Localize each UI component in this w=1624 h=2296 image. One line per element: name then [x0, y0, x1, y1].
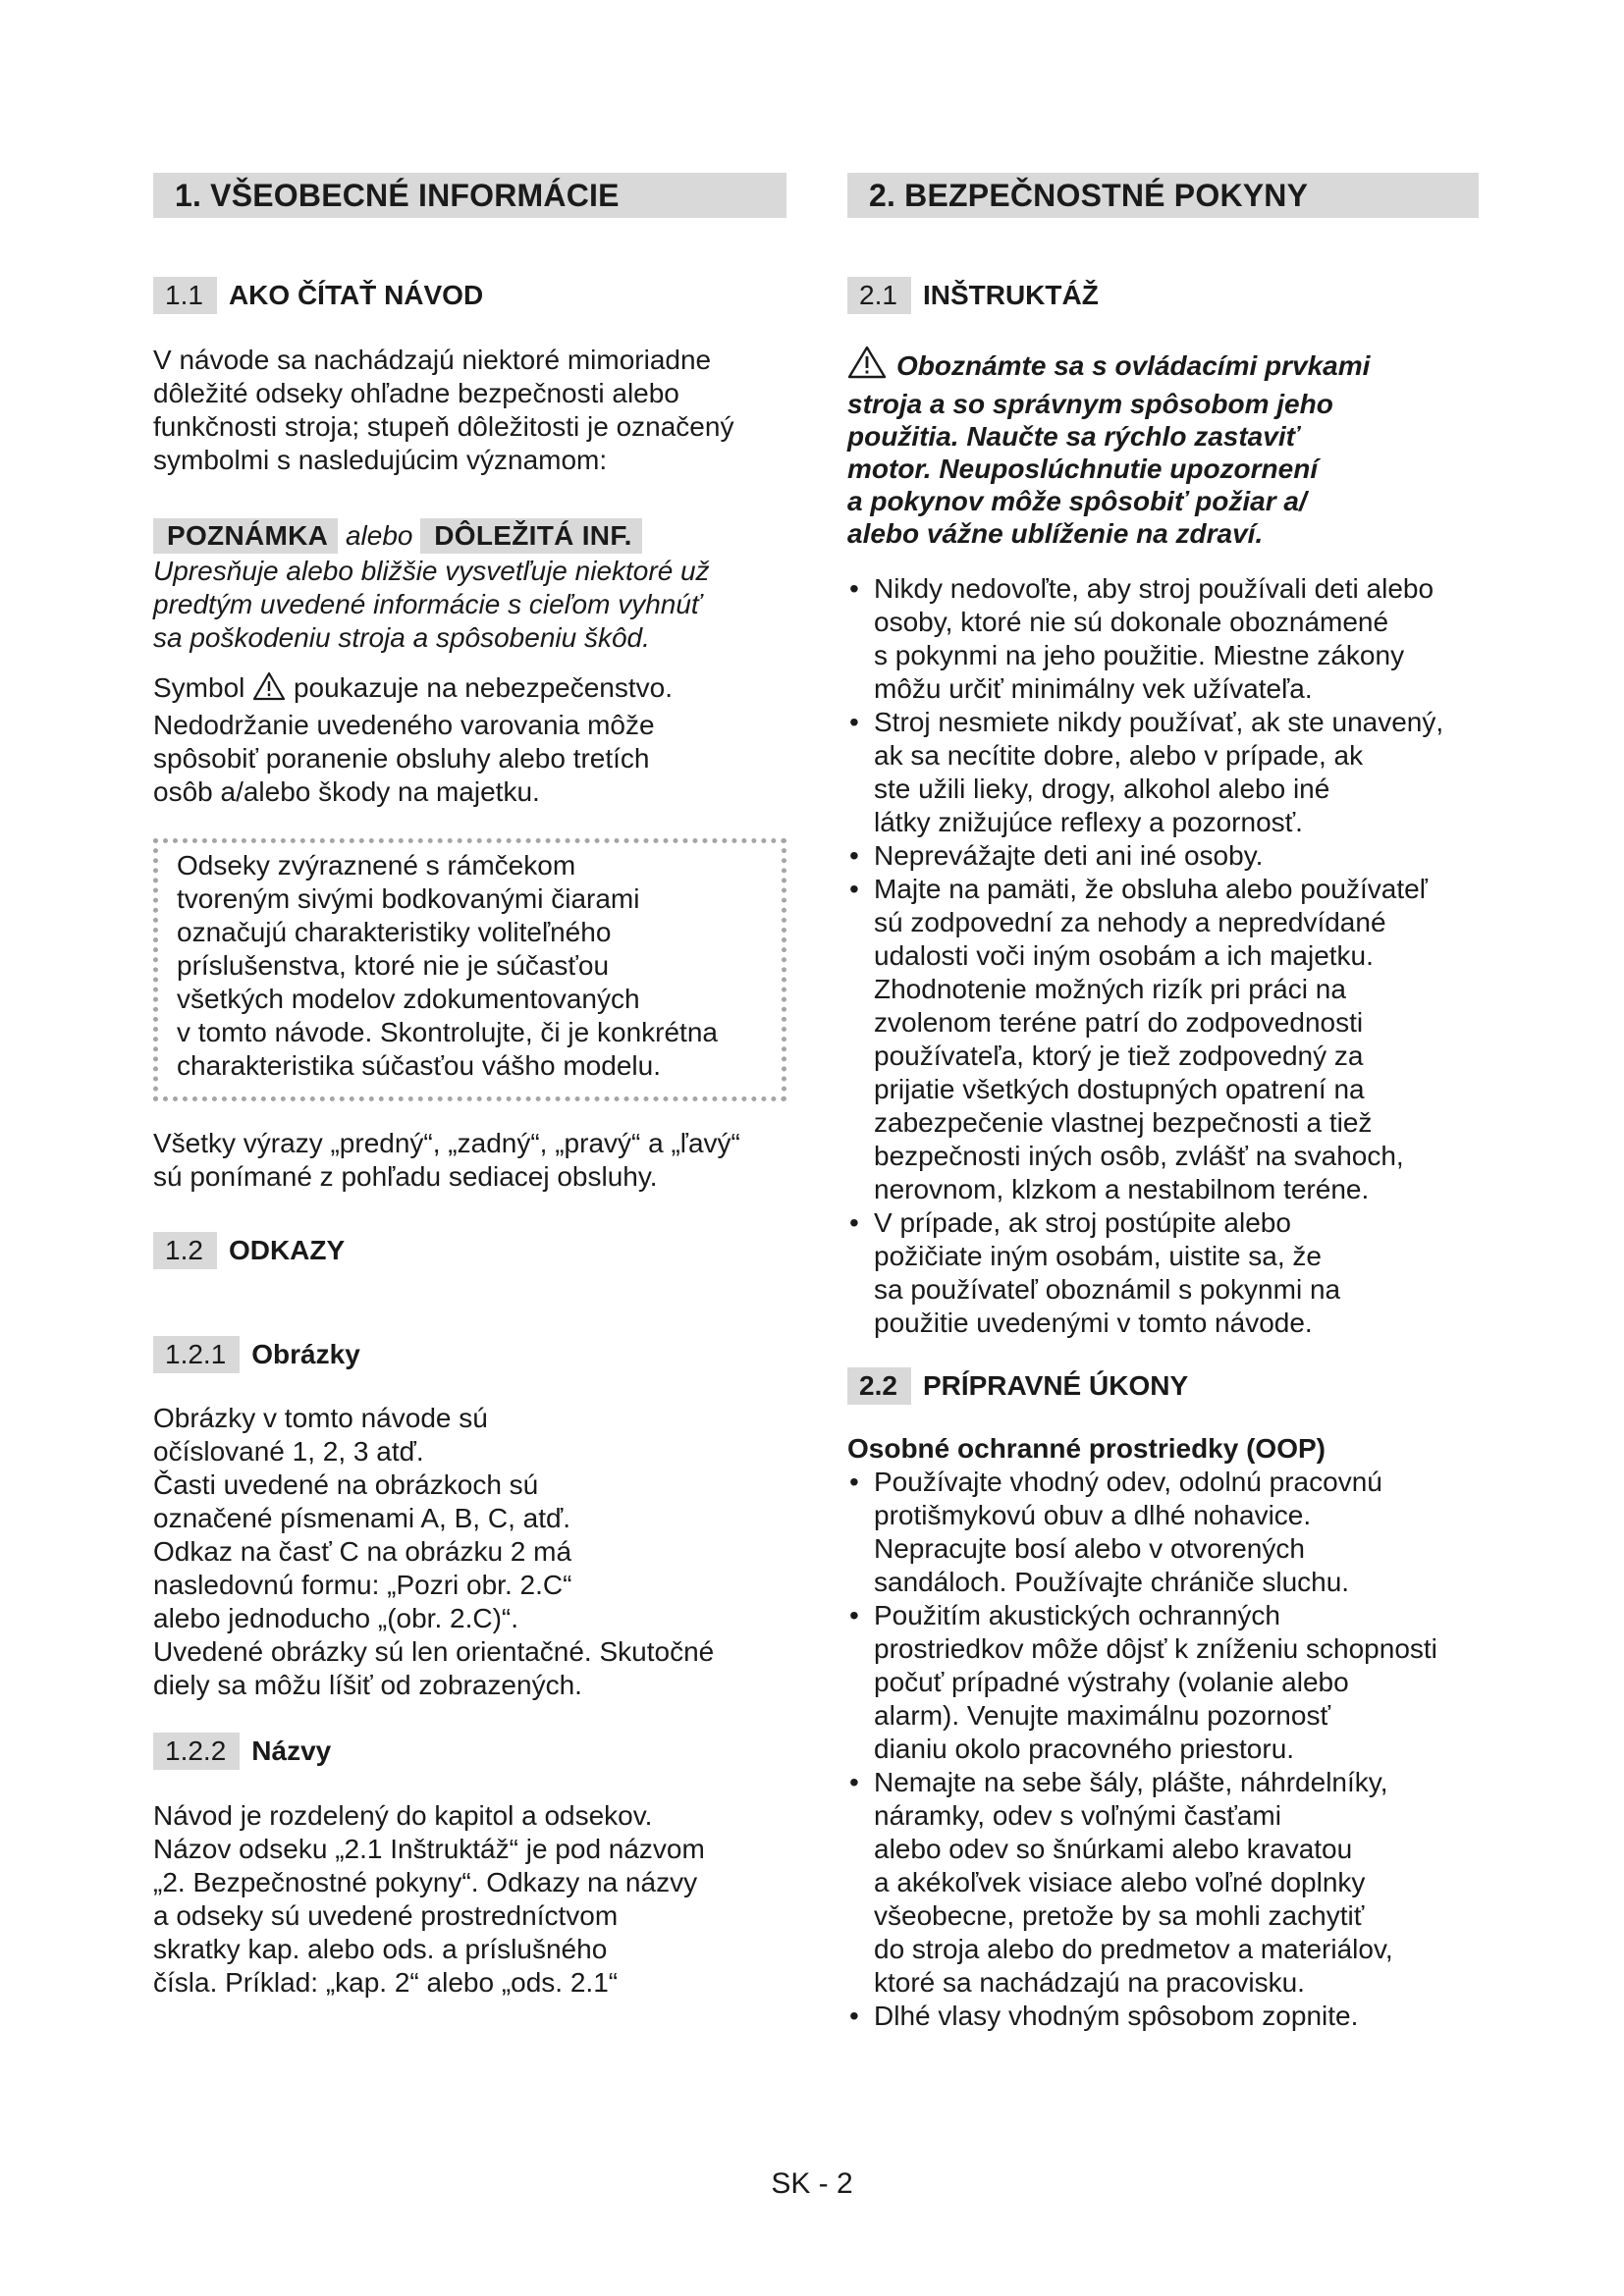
text-line: alebo jednoducho „(obr. 2.C)“.	[153, 1603, 518, 1633]
warning-triangle-icon	[847, 346, 887, 388]
text-line: označené písmenami A, B, C, atď.	[153, 1503, 570, 1533]
note-or: alebo	[345, 520, 413, 551]
text-line: sa poškodeniu stroja a spôsobeniu škôd.	[153, 622, 650, 653]
list-item	[847, 706, 1479, 839]
text-line: použitia. Naučte sa rýchlo zastaviť	[847, 421, 1300, 452]
section-1-2-2-heading	[153, 1734, 786, 1769]
names-paragraph	[153, 1799, 786, 2000]
text-line: • Majte na pamäti, že obsluha alebo používateľ	[874, 874, 1428, 904]
section-1-2-1-heading	[153, 1337, 786, 1372]
text-line: stroja a so správnym spôsobom jeho	[847, 389, 1333, 419]
note-tag: POZNÁMKA	[153, 518, 338, 554]
text-line: alarm). Venujte maximálnu pozornosť	[874, 1700, 1330, 1731]
text-line: osôb a/alebo škody na majetku.	[153, 776, 540, 807]
text-line: používateľa, ktorý je tiež zodpovedný za	[874, 1041, 1364, 1071]
list-item	[847, 1599, 1479, 1766]
text-line: a pokynov môže spôsobiť požiar a/	[847, 486, 1307, 516]
text-line: • V prípade, ak stroj postúpite alebo	[874, 1207, 1291, 1238]
text-line: alebo vážne ublíženie na zdraví.	[847, 518, 1264, 549]
text-fragment: poukazuje na nebezpečenstvo.	[293, 672, 674, 703]
text-line: použitie uvedenými v tomto návode.	[874, 1308, 1313, 1338]
text-fragment: Oboznámte sa s ovládacími prvkami	[896, 350, 1371, 381]
text-line: • Používajte vhodný odev, odolnú pracovnú	[874, 1467, 1382, 1497]
list-item	[847, 1466, 1479, 1599]
section-number: 1.1	[153, 277, 217, 314]
text-line: s pokynmi na jeho použitie. Miestne zákony	[874, 640, 1405, 670]
list-item	[847, 572, 1479, 706]
text-line: všeobecne, pretože by sa mohli zachytiť	[874, 1900, 1365, 1931]
text-line: v tomto návode. Skontrolujte, či je konkrétna	[177, 1017, 718, 1047]
text-line: počuť prípadné výstrahy (volanie alebo	[874, 1667, 1349, 1697]
text-line: • Dlhé vlasy vhodným spôsobom zopnite.	[874, 2001, 1359, 2031]
text-line: protišmykovú obuv a dlhé nohavice.	[874, 1500, 1312, 1530]
text-line: • Nemajte na sebe šály, plášte, náhrdelníky,	[874, 1767, 1388, 1797]
text-line: motor. Neuposlúchnutie upozornení	[847, 454, 1319, 484]
text-line: dianiu okolo pracovného priestoru.	[874, 1734, 1295, 1764]
text-line: predtým uvedené informácie s cieľom vyhnúť	[153, 589, 701, 619]
warning-triangle-icon	[252, 671, 286, 709]
text-line: spôsobiť poranenie obsluhy alebo tretích	[153, 743, 650, 774]
text-line: „2. Bezpečnostné pokyny“. Odkazy na názvy	[153, 1867, 698, 1897]
text-line: Zhodnotenie možných rizík pri práci na	[874, 974, 1346, 1004]
text-line: nasledovnú formu: „Pozri obr. 2.C“	[153, 1570, 572, 1600]
text-line: skratky kap. alebo ods. a príslušného	[153, 1934, 608, 1964]
text-line: • Použitím akustických ochranných	[874, 1600, 1280, 1630]
directions-paragraph	[153, 1127, 786, 1194]
text-line: ste užili lieky, drogy, alkohol alebo iné	[874, 774, 1330, 804]
text-line: nerovnom, klzkom a nestabilnom teréne.	[874, 1174, 1370, 1204]
text-line: • Neprevážajte deti ani iné osoby.	[874, 840, 1264, 871]
text-line: látky znižujúce reflexy a pozornosť.	[874, 807, 1303, 837]
text-line: čísla. Príklad: „kap. 2“ alebo „ods. 2.1“	[153, 1967, 619, 1998]
list-item	[847, 1766, 1479, 2000]
text-line: Všetky výrazy „predný“, „zadný“, „pravý“ a „ľavý“	[153, 1128, 740, 1158]
list-item	[847, 1206, 1479, 1340]
text-line: prostriedkov môže dôjsť k zníženiu schopnosti	[874, 1633, 1437, 1664]
text-line: dôležité odseky ohľadne bezpečnosti alebo	[153, 378, 679, 408]
text-line: alebo odev so šnúrkami alebo kravatou	[874, 1834, 1353, 1864]
text-line: Odkaz na časť C na obrázku 2 má	[153, 1536, 572, 1567]
text-line: ak sa necítite dobre, alebo v prípade, ak	[874, 740, 1364, 771]
text-line: • Nikdy nedovoľte, aby stroj používali deti alebo	[874, 573, 1435, 604]
list-item	[847, 2000, 1479, 2033]
oop-heading: Osobné ochranné prostriedky (OOP)	[847, 1433, 1326, 1464]
text-line: do stroja alebo do predmetov a materiálov,	[874, 1934, 1393, 1964]
text-line: a odseky sú uvedené prostredníctvom	[153, 1900, 619, 1931]
important-tag: DÔLEŽITÁ INF.	[420, 518, 641, 554]
text-line: osoby, ktoré nie sú dokonale oboznámené	[874, 607, 1389, 637]
text-line: prijatie všetkých dostupných opatrení na	[874, 1074, 1365, 1104]
text-line: náramky, odev s voľnými časťami	[874, 1800, 1281, 1831]
text-line: zabezpečenie vlastnej bezpečnosti a tiež	[874, 1107, 1373, 1138]
text-line: Upresňuje alebo bližšie vysvetľuje niektoré už	[153, 556, 710, 586]
chapter-2-heading: 2. BEZPEČNOSTNÉ POKYNY	[847, 173, 1479, 218]
section-1-1-heading	[153, 278, 786, 313]
text-line: očíslované 1, 2, 3 atď.	[153, 1436, 424, 1467]
section-number: 2.2	[847, 1367, 911, 1405]
text-line: sandáloch. Používajte chrániče sluchu.	[874, 1567, 1350, 1597]
text-line: V návode sa nachádzajú niektoré mimoriadne	[153, 345, 712, 375]
text-line: Nedodržanie uvedeného varovania môže	[153, 710, 655, 740]
symbol-paragraph	[153, 671, 786, 809]
text-line: Nepracujte bosí alebo v otvorených	[874, 1533, 1305, 1564]
text-line: funkčnosti stroja; stupeň dôležitosti je označený	[153, 411, 734, 442]
figures-paragraph	[153, 1402, 786, 1702]
optional-accessories-box	[153, 838, 786, 1101]
section-number: 1.2	[153, 1232, 217, 1269]
text-line: • Stroj nesmiete nikdy používať, ak ste unavený,	[874, 707, 1444, 737]
safety-bullet-list	[847, 572, 1479, 1340]
text-line: Názov odseku „2.1 Inštruktáž“ je pod názvom	[153, 1834, 705, 1864]
text-line: Uvedené obrázky sú len orientačné. Skutočné	[153, 1636, 715, 1667]
section-title: AKO ČÍTAŤ NÁVOD	[228, 280, 484, 310]
note-block	[153, 517, 786, 655]
text-line: charakteristika súčasťou vášho modelu.	[177, 1050, 661, 1081]
section-2-2-heading	[847, 1368, 1479, 1404]
intro-paragraph	[153, 344, 786, 477]
section-2-1-heading	[847, 278, 1479, 313]
list-item	[847, 873, 1479, 1206]
chapter-1-heading: 1. VŠEOBECNÉ INFORMÁCIE	[153, 173, 786, 218]
text-line: Obrázky v tomto návode sú	[153, 1403, 488, 1433]
text-line: a akékoľvek visiace alebo voľné doplnky	[874, 1867, 1366, 1897]
list-item	[847, 839, 1479, 873]
text-line: označujú charakteristiky voliteľného	[177, 917, 612, 947]
section-title: INŠTRUKTÁŽ	[922, 280, 1099, 310]
text-line: symbolmi s nasledujúcim významom:	[153, 445, 608, 475]
section-title: ODKAZY	[228, 1235, 346, 1265]
text-line: požičiate iným osobám, uistite sa, že	[874, 1241, 1322, 1271]
section-title: Obrázky	[251, 1339, 360, 1369]
section-title: PRÍPRAVNÉ ÚKONY	[922, 1370, 1189, 1401]
text-line: môžu určiť minimálny vek užívateľa.	[874, 673, 1313, 704]
text-line: Odseky zvýraznené s rámčekom	[177, 850, 576, 881]
section-number: 1.2.1	[153, 1336, 240, 1373]
page-number: SK - 2	[771, 2167, 853, 2200]
section-number: 2.1	[847, 277, 911, 314]
text-line: tvoreným sivými bodkovanými čiarami	[177, 883, 640, 914]
text-line: sa používateľ oboznámil s pokynmi na	[874, 1274, 1341, 1305]
section-1-2-heading	[153, 1233, 786, 1268]
warning-block	[847, 346, 1479, 550]
text-line: bezpečnosti iných osôb, zvlášť na svahoch,	[874, 1141, 1404, 1171]
text-line: Návod je rozdelený do kapitol a odsekov.	[153, 1800, 653, 1831]
text-line: Časti uvedené na obrázkoch sú	[153, 1469, 539, 1500]
text-line: ktoré sa nachádzajú na pracovisku.	[874, 1967, 1305, 1998]
text-line: udalosti voči iným osobám a ich majetku.	[874, 940, 1374, 971]
section-number: 1.2.2	[153, 1733, 240, 1770]
text-line: príslušenstva, ktoré nie je súčasťou	[177, 950, 610, 981]
text-line: zvolenom teréne patrí do zodpovednosti	[874, 1007, 1364, 1038]
oop-bullet-list	[847, 1466, 1479, 2033]
text-line: diely sa môžu líšiť od zobrazených.	[153, 1670, 582, 1700]
text-fragment: Symbol	[153, 672, 245, 703]
section-title: Názvy	[251, 1735, 332, 1766]
text-line: sú ponímané z pohľadu sediacej obsluhy.	[153, 1161, 658, 1192]
text-line: všetkých modelov zdokumentovaných	[177, 984, 640, 1014]
text-line: sú zodpovední za nehody a nepredvídané	[874, 907, 1386, 937]
